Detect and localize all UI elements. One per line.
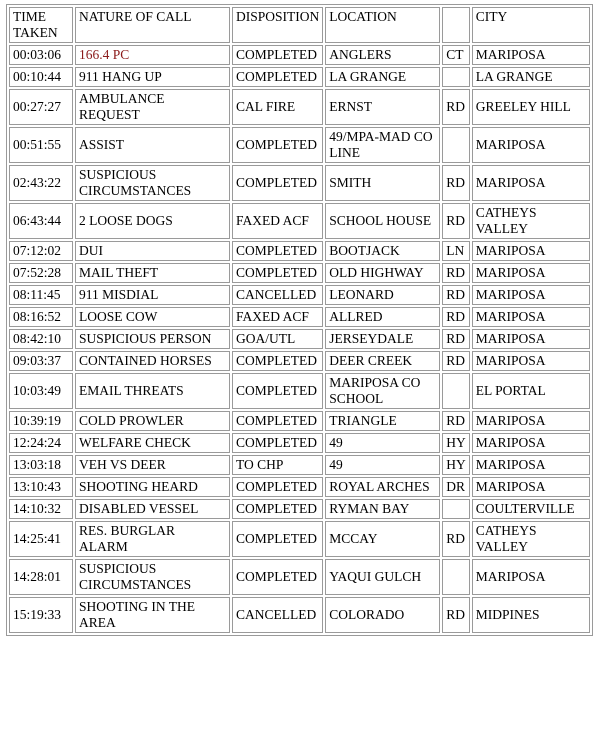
cell-time: 06:43:44: [9, 203, 73, 239]
header-row: [9, 7, 590, 43]
header-suffix: [442, 7, 470, 43]
cell-time: 00:10:44: [9, 67, 73, 87]
table-row: [9, 351, 590, 371]
cell-nature-of-call: 911 HANG UP: [75, 67, 230, 87]
cell-location: ALLRED: [325, 307, 440, 327]
cell-disposition: COMPLETED: [232, 521, 323, 557]
cell-suffix: RD: [442, 203, 470, 239]
cell-location: MCCAY: [325, 521, 440, 557]
cell-location: MARIPOSA CO SCHOOL: [325, 373, 440, 409]
cell-suffix: RD: [442, 597, 470, 633]
cell-suffix: HY: [442, 455, 470, 475]
cell-nature-of-call: SUSPICIOUS PERSON: [75, 329, 230, 349]
cell-city: MARIPOSA: [472, 165, 590, 201]
cell-nature-of-call: SHOOTING HEARD: [75, 477, 230, 497]
cell-location: LEONARD: [325, 285, 440, 305]
cell-disposition: FAXED ACF: [232, 307, 323, 327]
cell-location: 49/MPA-MAD CO LINE: [325, 127, 440, 163]
cell-time: 10:39:19: [9, 411, 73, 431]
cell-nature-of-call: SUSPICIOUS CIRCUMSTANCES: [75, 559, 230, 595]
cell-nature-of-call: 911 MISDIAL: [75, 285, 230, 305]
cell-disposition: COMPLETED: [232, 67, 323, 87]
cell-suffix: RD: [442, 521, 470, 557]
cell-location: COLORADO: [325, 597, 440, 633]
cell-time: 13:03:18: [9, 455, 73, 475]
cell-nature-of-call: RES. BURGLAR ALARM: [75, 521, 230, 557]
cell-city: MARIPOSA: [472, 45, 590, 65]
cell-city: GREELEY HILL: [472, 89, 590, 125]
cell-suffix: DR: [442, 477, 470, 497]
table-row: [9, 203, 590, 239]
cell-disposition: COMPLETED: [232, 351, 323, 371]
cell-location: SMITH: [325, 165, 440, 201]
cell-nature-of-call: DISABLED VESSEL: [75, 499, 230, 519]
cell-disposition: FAXED ACF: [232, 203, 323, 239]
cell-suffix: CT: [442, 45, 470, 65]
cell-disposition: CANCELLED: [232, 597, 323, 633]
cell-nature-of-call: AMBULANCE REQUEST: [75, 89, 230, 125]
cell-disposition: CAL FIRE: [232, 89, 323, 125]
cell-time: 00:03:06: [9, 45, 73, 65]
cell-city: EL PORTAL: [472, 373, 590, 409]
cell-disposition: COMPLETED: [232, 477, 323, 497]
cell-location: YAQUI GULCH: [325, 559, 440, 595]
table-row: [9, 499, 590, 519]
cell-city: MARIPOSA: [472, 127, 590, 163]
cell-location: LA GRANGE: [325, 67, 440, 87]
cell-suffix: [442, 559, 470, 595]
cell-city: MARIPOSA: [472, 329, 590, 349]
table-row: [9, 165, 590, 201]
cell-suffix: [442, 127, 470, 163]
cell-city: CATHEYS VALLEY: [472, 203, 590, 239]
cell-location: OLD HIGHWAY: [325, 263, 440, 283]
header-time-taken: TIME TAKEN: [9, 7, 73, 43]
cell-city: MARIPOSA: [472, 263, 590, 283]
cell-disposition: CANCELLED: [232, 285, 323, 305]
cell-nature-of-call: DUI: [75, 241, 230, 261]
cell-suffix: RD: [442, 329, 470, 349]
table-row: [9, 477, 590, 497]
table-body: [9, 45, 590, 633]
cell-time: 02:43:22: [9, 165, 73, 201]
cell-city: MARIPOSA: [472, 433, 590, 453]
cell-disposition: COMPLETED: [232, 411, 323, 431]
table-row: [9, 307, 590, 327]
cell-suffix: RD: [442, 263, 470, 283]
table-row: [9, 285, 590, 305]
cell-location: 49: [325, 455, 440, 475]
cell-city: MARIPOSA: [472, 351, 590, 371]
cell-time: 00:27:27: [9, 89, 73, 125]
cell-nature-of-call: MAIL THEFT: [75, 263, 230, 283]
cell-city: MARIPOSA: [472, 241, 590, 261]
cell-location: TRIANGLE: [325, 411, 440, 431]
cell-time: 15:19:33: [9, 597, 73, 633]
table-row: [9, 433, 590, 453]
cell-time: 14:10:32: [9, 499, 73, 519]
cell-time: 12:24:24: [9, 433, 73, 453]
cell-time: 14:25:41: [9, 521, 73, 557]
cell-time: 08:42:10: [9, 329, 73, 349]
cell-suffix: HY: [442, 433, 470, 453]
cell-location: RYMAN BAY: [325, 499, 440, 519]
cell-nature-of-call: LOOSE COW: [75, 307, 230, 327]
cell-disposition: COMPLETED: [232, 241, 323, 261]
table-row: [9, 559, 590, 595]
cell-location: 49: [325, 433, 440, 453]
cell-city: CATHEYS VALLEY: [472, 521, 590, 557]
cell-city: MARIPOSA: [472, 559, 590, 595]
cell-time: 09:03:37: [9, 351, 73, 371]
table-row: [9, 521, 590, 557]
cell-nature-of-call: VEH VS DEER: [75, 455, 230, 475]
cell-nature-of-call: ASSIST: [75, 127, 230, 163]
table-row: [9, 411, 590, 431]
table-row: [9, 373, 590, 409]
cell-suffix: RD: [442, 89, 470, 125]
cell-nature-of-call: 2 LOOSE DOGS: [75, 203, 230, 239]
table-row: [9, 455, 590, 475]
cell-disposition: COMPLETED: [232, 127, 323, 163]
cell-disposition: COMPLETED: [232, 263, 323, 283]
cell-city: MARIPOSA: [472, 455, 590, 475]
table-row: [9, 45, 590, 65]
table-row: [9, 263, 590, 283]
table-row: [9, 241, 590, 261]
cell-location: ANGLERS: [325, 45, 440, 65]
cell-nature-of-call: WELFARE CHECK: [75, 433, 230, 453]
cell-disposition: GOA/UTL: [232, 329, 323, 349]
cell-nature-of-call: 166.4 PC: [75, 45, 230, 65]
cell-city: MARIPOSA: [472, 477, 590, 497]
header-nature-of-call: NATURE OF CALL: [75, 7, 230, 43]
cell-suffix: RD: [442, 165, 470, 201]
cell-location: JERSEYDALE: [325, 329, 440, 349]
cell-disposition: COMPLETED: [232, 165, 323, 201]
table-row: [9, 127, 590, 163]
cell-location: ERNST: [325, 89, 440, 125]
cell-time: 10:03:49: [9, 373, 73, 409]
cell-time: 00:51:55: [9, 127, 73, 163]
table-row: [9, 89, 590, 125]
cell-city: MIDPINES: [472, 597, 590, 633]
cell-time: 07:12:02: [9, 241, 73, 261]
cell-nature-of-call: COLD PROWLER: [75, 411, 230, 431]
cell-nature-of-call: SHOOTING IN THE AREA: [75, 597, 230, 633]
cell-location: DEER CREEK: [325, 351, 440, 371]
header-location: LOCATION: [325, 7, 440, 43]
cell-disposition: COMPLETED: [232, 433, 323, 453]
header-city: CITY: [472, 7, 590, 43]
cell-location: BOOTJACK: [325, 241, 440, 261]
cell-suffix: [442, 499, 470, 519]
cell-city: LA GRANGE: [472, 67, 590, 87]
cell-disposition: COMPLETED: [232, 45, 323, 65]
cell-time: 08:16:52: [9, 307, 73, 327]
cell-city: MARIPOSA: [472, 307, 590, 327]
cell-nature-of-call: EMAIL THREATS: [75, 373, 230, 409]
cell-location: ROYAL ARCHES: [325, 477, 440, 497]
cell-city: COULTERVILLE: [472, 499, 590, 519]
cell-nature-of-call: CONTAINED HORSES: [75, 351, 230, 371]
header-disposition: DISPOSITION: [232, 7, 323, 43]
cell-suffix: [442, 67, 470, 87]
cell-time: 13:10:43: [9, 477, 73, 497]
cell-suffix: [442, 373, 470, 409]
cell-time: 14:28:01: [9, 559, 73, 595]
cell-disposition: COMPLETED: [232, 559, 323, 595]
table-row: [9, 67, 590, 87]
call-log-table: [6, 4, 593, 636]
cell-time: 08:11:45: [9, 285, 73, 305]
cell-disposition: TO CHP: [232, 455, 323, 475]
table-header: [9, 7, 590, 43]
table-row: [9, 597, 590, 633]
cell-time: 07:52:28: [9, 263, 73, 283]
cell-suffix: LN: [442, 241, 470, 261]
cell-location: SCHOOL HOUSE: [325, 203, 440, 239]
table-row: [9, 329, 590, 349]
cell-disposition: COMPLETED: [232, 499, 323, 519]
cell-city: MARIPOSA: [472, 285, 590, 305]
cell-nature-of-call: SUSPICIOUS CIRCUMSTANCES: [75, 165, 230, 201]
cell-disposition: COMPLETED: [232, 373, 323, 409]
cell-city: MARIPOSA: [472, 411, 590, 431]
cell-suffix: RD: [442, 307, 470, 327]
cell-suffix: RD: [442, 285, 470, 305]
cell-suffix: RD: [442, 411, 470, 431]
cell-suffix: RD: [442, 351, 470, 371]
